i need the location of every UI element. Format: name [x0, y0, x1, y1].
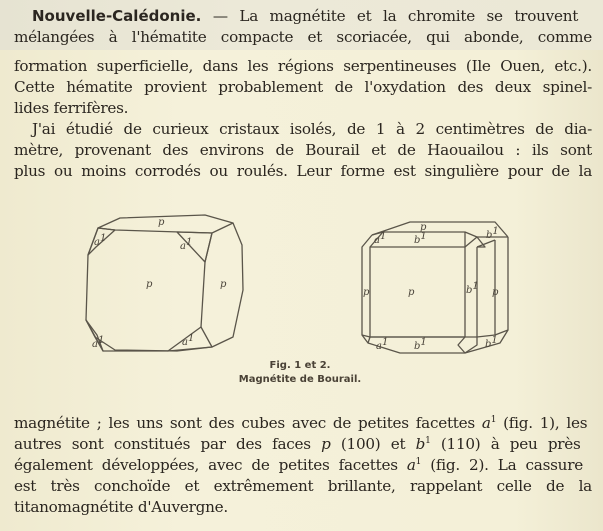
figure-caption-number: Fig. 1 et 2.	[269, 360, 331, 371]
text-line: titanomagnétite d'Auvergne.	[14, 498, 228, 516]
fig2-label-front: p	[408, 287, 415, 298]
fig1-label-facet-bl: a1	[92, 335, 105, 350]
fig2-label-edge-tr: b1	[486, 226, 499, 241]
fig2-label-top: p	[420, 222, 427, 233]
fig1-label-front: p	[146, 279, 153, 290]
figure-2-crystal-cube	[340, 185, 540, 365]
fig1-label-facet-tl: a1	[94, 233, 107, 248]
text-line: plus ou moins corrodés ou roulés. Leur forme est singulière pour de la	[14, 162, 592, 180]
fig2-bottom-band	[362, 330, 508, 337]
fig2-label-edge-top: b1	[414, 231, 427, 246]
text-run: (100) et	[330, 435, 416, 453]
fig1-label-facet-tr: a1	[180, 237, 193, 252]
superscript: 1	[490, 415, 497, 425]
text-line: Cette hématite provient probablement de l'oxydation des deux spinel-	[14, 78, 592, 96]
fig2-label-facet-tl: a1	[374, 231, 387, 246]
fig2-bl-facet	[368, 337, 370, 343]
text-line: J'ai étudié de curieux cristaux isolés, de 1 à 2 centimètres de dia-	[32, 120, 592, 138]
text-line	[32, 6, 592, 26]
line-content	[14, 414, 587, 432]
fig1-label-side: p	[220, 279, 227, 290]
figure-caption-title: Magnétite de Bourail.	[238, 374, 362, 385]
text-line: formation superficielle, dans les régions serpentineuses (Ile Ouen, etc.).	[14, 57, 592, 75]
facet-symbol: a	[481, 414, 491, 432]
fig2-label-edge-bottom: b1	[414, 337, 427, 352]
fig2-label-edge-br: b1	[485, 335, 498, 350]
text-line	[14, 455, 592, 475]
superscript: 1	[415, 457, 422, 467]
fig2-label-left: p	[363, 287, 370, 298]
line-text: — La magnétite et la chromite se trouvent	[201, 7, 579, 25]
superscript: 1	[425, 436, 431, 446]
line-content	[14, 435, 581, 453]
fig2-front-face	[370, 247, 465, 337]
text-run: (110) à peu près	[430, 435, 581, 453]
section-heading: Nouvelle-Calédonie.	[32, 7, 202, 25]
text-line	[14, 434, 592, 454]
fig1-label-facet-br: a1	[182, 333, 195, 348]
text-line: mètre, provenant des environs de Bourail et de Haouailou : ils sont	[14, 141, 592, 159]
fig1-top-face	[98, 215, 233, 233]
fig2-label-facet-bl: a1	[376, 337, 389, 352]
facet-symbol: a	[406, 456, 416, 474]
text-run: (fig. 1), les	[496, 414, 588, 432]
text-run: autres sont constitués par des faces	[14, 435, 322, 453]
text-run: (fig. 2). La cassure	[421, 456, 583, 474]
fig2-label-side: p	[492, 287, 499, 298]
text-line: est très conchoïde et extrêmement brillante, rappelant celle de la	[14, 477, 592, 495]
fig2-label-edge-right: b1	[466, 281, 479, 296]
face-symbol: p	[321, 435, 331, 453]
face-symbol: b	[415, 435, 426, 453]
fig1-label-top: p	[158, 217, 165, 228]
figure-1-crystal-cube	[70, 185, 270, 365]
fig2-outline	[362, 235, 508, 353]
text-run: magnétite ; les uns sont des cubes avec de petites facettes	[14, 414, 482, 432]
line-content	[32, 7, 578, 25]
text-line: lides ferrifères.	[14, 99, 129, 117]
line-content	[14, 456, 583, 474]
text-line: mélangées à l'hématite compacte et scoriacée, qui abonde, comme	[14, 28, 592, 46]
text-line	[14, 413, 592, 433]
fig1-front-right-edge	[201, 262, 205, 327]
text-run: également développées, avec de petites facettes	[14, 456, 407, 474]
